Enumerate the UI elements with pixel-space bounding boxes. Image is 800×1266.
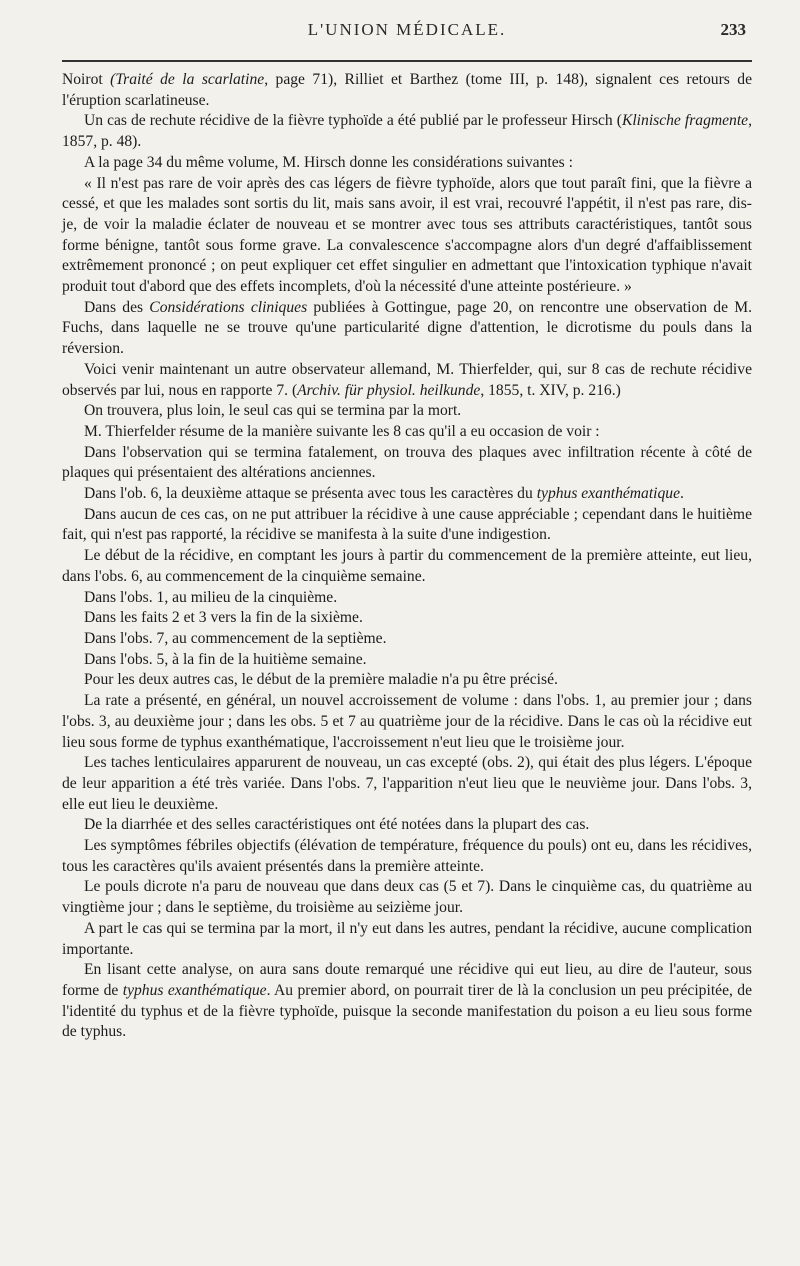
text-run: . — [680, 485, 684, 503]
journal-title: L'UNION MÉDICALE. — [307, 20, 507, 39]
paragraph — [62, 877, 752, 918]
paragraph — [62, 298, 752, 360]
paragraph — [62, 608, 752, 629]
paragraph — [62, 174, 752, 298]
text-run: Pour les deux autres cas, le début de la première maladie n'a pu être précisé. — [84, 671, 558, 689]
italic-text: typhus exanthématique — [122, 981, 267, 999]
text-run: Dans l'obs. 5, à la fin de la huitième semaine. — [84, 650, 367, 668]
italic-text: typhus exanthématique — [536, 485, 681, 503]
text-run: Dans l'ob. 6, la deuxième attaque se présenta avec tous les caractères du — [84, 485, 537, 503]
paragraph — [62, 401, 752, 422]
paragraph — [62, 753, 752, 815]
text-run: Un cas de rechute récidive de la fièvre typhoïde a été publié par le professeur Hirsch ( — [84, 112, 622, 130]
running-header — [62, 20, 752, 46]
text-run: Le début de la récidive, en comptant les jours à partir du commencement de la première atteinte, eut lieu, dans l'obs. 6, au commencement de la cinquième semaine. — [62, 547, 752, 585]
paragraph — [62, 422, 752, 443]
text-run: Dans l'observation qui se termina fatalement, on trouva des plaques avec infiltration récente à côté de plaques qui présentaient des altérations anciennes. — [62, 443, 752, 482]
paragraph — [62, 836, 752, 877]
text-run: Les taches lenticulaires apparurent de nouveau, un cas excepté (obs. 2), qui était des plus légers. L'époque de leur apparition a été très variée. Dans l'obs. 7, l'apparition n'eut lieu que le neuvième jour. Dans l'obs. 3, elle eut lieu le deuxième. — [62, 754, 752, 813]
paragraph — [62, 70, 752, 111]
text-run: Les symptômes fébriles objectifs (élévation de température, fréquence du pouls) ont eu, dans les récidives, tous les caractères qu'ils avaient présentés dans la première atteinte. — [62, 837, 752, 875]
paragraph — [62, 629, 752, 650]
text-run: Dans des — [84, 298, 150, 316]
paragraph — [62, 815, 752, 836]
text-run: Noirot — [62, 71, 111, 88]
text-run: . Au premier abord, on pourrait tirer de là la conclusion un peu précipitée, de l'identité du typhus et de la fièvre typhoïde, puisque la seconde manifestation du poison a eu lieu sous forme de typhus. — [62, 981, 753, 1041]
page-number: 233 — [720, 20, 746, 39]
text-run: A part le cas qui se termina par la mort, il n'y eut dans les autres, pendant la récidive, aucune complication importante. — [62, 919, 752, 958]
text-run: Dans l'obs. 1, au milieu de la cinquième. — [84, 588, 338, 606]
text-run: Dans aucun de ces cas, on ne put attribuer la récidive à une cause appréciable ; cependant dans le huitième fait, qui n'est pas rapporté, la récidive se manifesta à la suite d'une indigestion. — [62, 505, 752, 544]
text-run: On trouvera, plus loin, le seul cas qui se termina par la mort. — [84, 402, 462, 420]
text-run: Dans l'obs. 7, au commencement de la septième. — [84, 629, 387, 647]
italic-text: Considérations cliniques — [149, 298, 308, 316]
paragraph — [62, 919, 752, 960]
text-run: publiées à Gottingue, page 20, on rencontre une observation de M. Fuchs, dans laquelle ne se trouve qu'une particularité digne d'attention, le dicrotisme du pouls dans la réversion. — [62, 298, 752, 358]
text-run: , 1857, p. 48). — [62, 112, 753, 151]
text-run: A la page 34 du même volume, M. Hirsch donne les considérations suivantes : — [84, 153, 573, 171]
text-run: En lisant cette analyse, on aura sans doute remarqué une récidive qui eut lieu, au dire de l'auteur, sous forme de — [62, 961, 752, 999]
body-text — [62, 70, 752, 1043]
italic-text: Archiv. für physiol. heilkunde — [297, 381, 481, 399]
paragraph — [62, 691, 752, 753]
paragraph — [62, 484, 752, 505]
text-run: Dans les faits 2 et 3 vers la fin de la sixième. — [84, 609, 363, 627]
paragraph — [62, 111, 752, 152]
paragraph — [62, 153, 752, 174]
text-run: Le pouls dicrote n'a paru de nouveau que dans deux cas (5 et 7). Dans le cinquième cas, du quatrième au vingtième jour ; dans le septième, du troisième au seizième jour. — [62, 878, 752, 917]
paragraph — [62, 546, 752, 587]
paragraph — [62, 360, 752, 401]
text-run: De la diarrhée et des selles caractéristiques ont été notées dans la plupart des cas. — [84, 816, 590, 834]
paragraph — [62, 670, 752, 691]
header-rule — [62, 60, 752, 62]
text-run: Voici venir maintenant un autre observateur allemand, M. Thierfelder, qui, sur 8 cas de rechute récidive observés par lui, nous en rapporte 7. ( — [62, 360, 752, 399]
italic-text: (Traité de la scarlatine — [110, 71, 265, 88]
text-run: , page 71), Rilliet et Barthez (tome III, p. 148), signalent ces retours de l'éruption scarlatineuse. — [62, 71, 752, 109]
text-run: M. Thierfelder résume de la manière suivante les 8 cas qu'il a eu occasion de voir : — [84, 422, 600, 440]
paragraph — [62, 443, 752, 484]
paragraph — [62, 960, 752, 1043]
italic-text: Klinische fragmente — [621, 112, 749, 130]
paragraph — [62, 505, 752, 546]
text-run: « Il n'est pas rare de voir après des cas légers de fièvre typhoïde, alors que tout paraît fini, que la fièvre a cessé, et que les malades sont sortis du lit, mais sans avoir, il est vrai, recouvré l'appétit, il n'est pas rare, dis-je, de voir la maladie éclater de nouveau et se montrer avec tous ses attributs caractéristiques, tantôt sous forme bénigne, tantôt sous forme grave. La convalescence s'accompagne alors d'un degré d'affaiblissement extrêmement prononcé ; on peut expliquer cet effet singulier en admettant que l'intoxication typhique n'avait produit tout d'abord que des effets incomplets, d'où la nécessité d'une atteinte postérieure. » — [62, 174, 752, 296]
text-run: , 1855, t. XIV, p. 216.) — [480, 381, 621, 399]
paragraph — [62, 588, 752, 609]
paragraph — [62, 650, 752, 671]
text-run: La rate a présenté, en général, un nouvel accroissement de volume : dans l'obs. 1, au premier jour ; dans l'obs. 3, au deuxième jour ; dans les obs. 5 et 7 au quatrième jour de la récidive. Dans le cas où la récidive eut lieu sous forme de typhus exanthématique, l'accroissement n'eut lieu que le troisième jour. — [62, 692, 752, 751]
